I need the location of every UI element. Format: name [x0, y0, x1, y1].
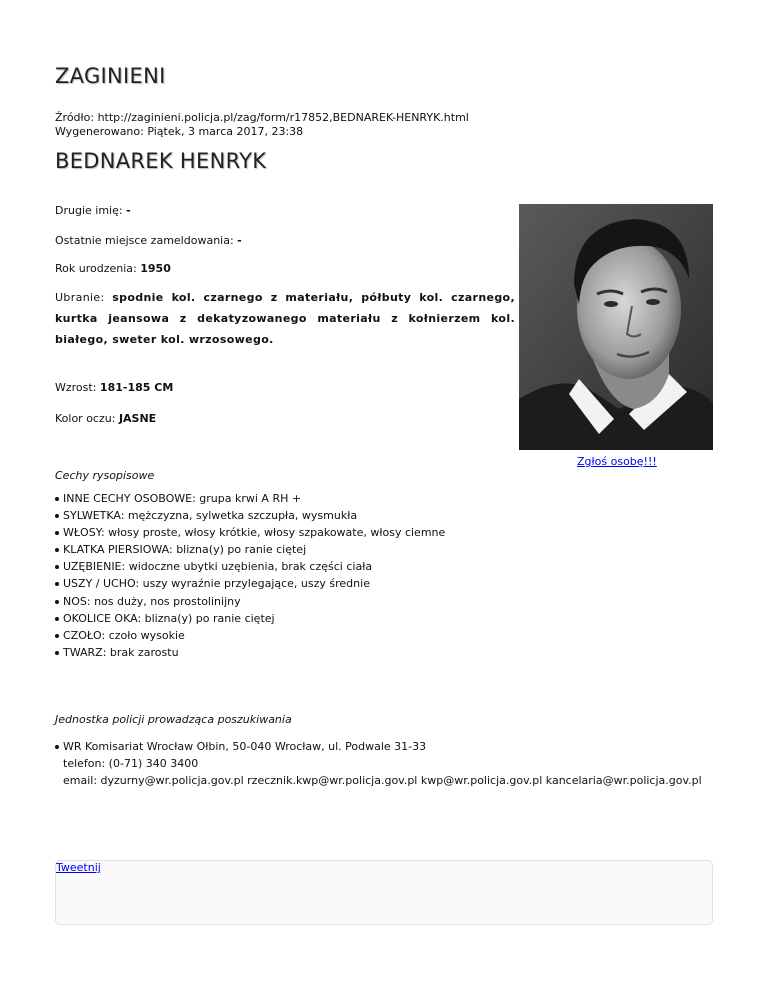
field-label: Rok urodzenia: [55, 262, 141, 275]
features-heading: Cechy rysopisowe [55, 469, 155, 482]
police-unit-email: email: dyzurny@wr.policja.gov.pl rzecznik.kwp@wr.policja.gov.pl kwp@wr.policja.gov.pl kancelaria@wr.policja.gov.pl [63, 774, 702, 787]
field-value: 1950 [140, 262, 171, 275]
list-item: NOS: nos duży, nos prostolinijny [55, 593, 445, 610]
field-label: Ubranie: [55, 291, 113, 304]
generated-line: Wygenerowano: Piątek, 3 marca 2017, 23:38 [55, 125, 304, 138]
field-label: Wzrost: [55, 381, 100, 394]
field-label: Ostatnie miejsce zameldowania: [55, 234, 238, 247]
field-middle-name [55, 200, 515, 221]
field-label: Drugie imię: [55, 204, 127, 217]
source-line: Źródło: http://zaginieni.policja.pl/zag/form/r17852,BEDNAREK-HENRYK.html [55, 111, 469, 124]
field-value: - [237, 234, 242, 247]
list-item: CZOŁO: czoło wysokie [55, 627, 445, 644]
field-birth-year [55, 258, 515, 279]
list-item: OKOLICE OKA: blizna(y) po ranie ciętej [55, 610, 445, 627]
list-item: TWARZ: brak zarostu [55, 644, 445, 661]
list-item: KLATKA PIERSIOWA: blizna(y) po ranie ciętej [55, 541, 445, 558]
field-eye-color [55, 408, 515, 429]
list-item: UZĘBIENIE: widoczne ubytki uzębienia, brak części ciała [55, 558, 445, 575]
police-unit-name: WR Komisariat Wrocław Ołbin, 50-040 Wrocław, ul. Podwale 31-33 [63, 740, 427, 753]
site-title: ZAGINIENI [55, 64, 166, 88]
person-name: BEDNAREK HENRYK [55, 149, 267, 173]
field-value: - [126, 204, 131, 217]
list-item: WŁOSY: włosy proste, włosy krótkie, włosy szpakowate, włosy ciemne [55, 524, 445, 541]
field-label: Kolor oczu: [55, 412, 119, 425]
police-unit-heading: Jednostka policji prowadząca poszukiwania [55, 713, 292, 726]
field-value: JASNE [118, 412, 157, 425]
field-height [55, 377, 515, 398]
report-person-link[interactable]: Zgłoś osobę!!! [577, 455, 657, 468]
person-photo-icon [519, 204, 713, 450]
field-value: spodnie kol. czarnego z materiału, półbuty kol. czarnego, kurtka jeansowa z dekatyzowanego materiału z kołnierzem kol. białego, sweter kol. wrzosowego. [55, 291, 515, 346]
list-item: SYLWETKA: mężczyzna, sylwetka szczupła, wysmukła [55, 507, 445, 524]
police-unit-phone: telefon: (0-71) 340 3400 [63, 757, 199, 770]
list-item: INNE CECHY OSOBOWE: grupa krwi A RH + [55, 490, 445, 507]
person-photo [519, 204, 713, 450]
field-clothing [55, 287, 515, 350]
field-value: 181-185 CM [99, 381, 174, 394]
field-last-residence [55, 230, 515, 251]
share-box [55, 860, 713, 925]
features-list [55, 490, 445, 661]
list-item: USZY / UCHO: uszy wyraźnie przylegające, uszy średnie [55, 575, 445, 592]
police-unit-item [55, 738, 702, 789]
tweet-button[interactable]: Tweetnij [56, 861, 101, 874]
